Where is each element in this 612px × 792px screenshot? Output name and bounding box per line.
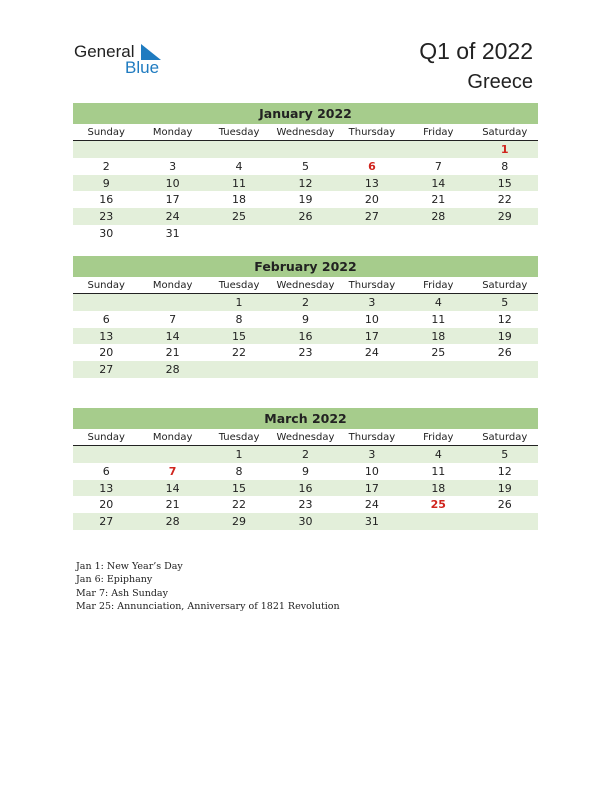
day-cell xyxy=(339,361,405,378)
day-cell: 19 xyxy=(298,193,313,207)
week-row xyxy=(73,344,538,361)
holiday-notes xyxy=(76,560,340,614)
day-cell: 4 xyxy=(434,448,442,461)
day-cell: 24 xyxy=(165,210,180,224)
day-cell: 10 xyxy=(165,176,180,190)
week-row xyxy=(73,294,538,311)
week-row xyxy=(73,361,538,378)
day-cell: 31 xyxy=(364,515,379,529)
weekday-header-row xyxy=(73,429,538,446)
day-cell: 28 xyxy=(165,363,180,377)
brand-name-blue: Blue xyxy=(125,58,160,77)
day-cell: 14 xyxy=(165,329,180,343)
week-row xyxy=(73,175,538,192)
day-cell: 15 xyxy=(232,329,247,343)
day-cell: 15 xyxy=(232,481,247,495)
day-cell: 16 xyxy=(99,193,114,207)
day-cell: 23 xyxy=(99,210,114,224)
weekday-label: Thursday xyxy=(348,432,396,443)
month-calendar xyxy=(73,103,538,242)
day-cell: 17 xyxy=(364,329,379,343)
day-cell: 20 xyxy=(99,346,114,360)
holiday-day-cell: 7 xyxy=(168,464,177,478)
month-title: March 2022 xyxy=(73,408,538,429)
weekday-label: Saturday xyxy=(482,280,528,291)
day-cell: 13 xyxy=(364,176,379,190)
day-cell: 18 xyxy=(431,329,446,343)
day-cell: 10 xyxy=(364,464,379,478)
day-cell xyxy=(206,225,272,242)
day-cell: 5 xyxy=(301,159,309,173)
day-cell xyxy=(139,294,205,311)
day-cell: 17 xyxy=(364,481,379,495)
day-cell: 9 xyxy=(102,176,110,190)
day-cell: 14 xyxy=(431,176,446,190)
day-cell: 26 xyxy=(298,210,313,224)
day-cell: 12 xyxy=(497,464,512,478)
day-cell: 13 xyxy=(99,329,114,343)
week-row xyxy=(73,496,538,513)
day-cell: 5 xyxy=(501,296,509,309)
day-cell: 2 xyxy=(301,296,309,309)
day-cell: 19 xyxy=(497,481,512,495)
day-cell: 29 xyxy=(497,210,512,224)
day-cell: 26 xyxy=(497,498,512,512)
day-cell: 27 xyxy=(99,363,114,377)
day-cell: 28 xyxy=(431,210,446,224)
day-cell: 30 xyxy=(298,515,313,529)
day-cell: 3 xyxy=(368,448,376,461)
weekday-label: Wednesday xyxy=(276,432,335,443)
weekday-label: Sunday xyxy=(87,280,125,291)
day-cell: 9 xyxy=(301,464,309,478)
day-cell: 6 xyxy=(102,312,110,326)
holiday-day-cell: 6 xyxy=(368,159,376,173)
day-cell: 12 xyxy=(298,176,313,190)
day-cell xyxy=(472,225,538,242)
week-row xyxy=(73,513,538,530)
month-calendar xyxy=(73,408,538,530)
day-cell: 5 xyxy=(501,448,509,461)
weekday-label: Friday xyxy=(423,432,454,443)
day-cell: 22 xyxy=(497,193,512,207)
day-cell xyxy=(405,361,471,378)
day-cell xyxy=(73,141,139,158)
day-cell: 24 xyxy=(364,498,379,512)
weekday-label: Wednesday xyxy=(276,280,335,291)
day-cell: 28 xyxy=(165,515,180,529)
week-row xyxy=(73,208,538,225)
day-cell: 17 xyxy=(165,193,180,207)
day-cell xyxy=(339,141,405,158)
day-cell: 30 xyxy=(99,226,114,240)
day-cell: 4 xyxy=(235,159,243,173)
day-cell xyxy=(472,513,538,530)
day-cell: 10 xyxy=(364,312,379,326)
day-cell: 27 xyxy=(364,210,379,224)
day-cell: 11 xyxy=(232,176,247,190)
day-cell xyxy=(472,361,538,378)
day-cell xyxy=(405,513,471,530)
weekday-header-row xyxy=(73,277,538,294)
day-cell: 27 xyxy=(99,515,114,529)
day-cell xyxy=(206,141,272,158)
holiday-day-cell: 1 xyxy=(500,143,509,156)
day-cell: 19 xyxy=(497,329,512,343)
day-cell xyxy=(73,446,139,463)
day-cell xyxy=(139,446,205,463)
day-cell: 1 xyxy=(235,448,243,461)
day-cell: 4 xyxy=(434,296,442,309)
day-cell: 25 xyxy=(431,346,446,360)
day-cell: 26 xyxy=(497,346,512,360)
day-cell xyxy=(272,141,338,158)
day-cell: 11 xyxy=(431,312,446,326)
day-cell: 20 xyxy=(99,498,114,512)
day-cell: 8 xyxy=(235,464,243,478)
day-cell xyxy=(405,225,471,242)
day-cell: 18 xyxy=(232,193,247,207)
day-cell: 21 xyxy=(165,346,180,360)
weekday-label: Wednesday xyxy=(276,127,335,138)
day-cell xyxy=(272,225,338,242)
weekday-label: Monday xyxy=(152,280,193,291)
day-cell xyxy=(139,141,205,158)
holiday-note: Mar 25: Annunciation, Anniversary of 1821 Revolution xyxy=(76,601,340,613)
day-cell: 22 xyxy=(232,498,247,512)
day-cell xyxy=(206,361,272,378)
day-cell: 12 xyxy=(497,312,512,326)
day-cell: 24 xyxy=(364,346,379,360)
week-row xyxy=(73,480,538,497)
day-cell: 20 xyxy=(364,193,379,207)
weekday-label: Tuesday xyxy=(218,432,260,443)
week-row xyxy=(73,446,538,463)
day-cell: 25 xyxy=(232,210,247,224)
weekday-label: Tuesday xyxy=(218,127,260,138)
page-title: Q1 of 2022 xyxy=(419,38,533,64)
month-title: February 2022 xyxy=(73,256,538,277)
country-name: Greece xyxy=(467,71,533,93)
day-cell: 14 xyxy=(165,481,180,495)
week-row xyxy=(73,463,538,480)
weekday-label: Sunday xyxy=(87,127,125,138)
day-cell: 16 xyxy=(298,481,313,495)
day-cell: 29 xyxy=(232,515,247,529)
day-cell: 31 xyxy=(165,226,180,240)
day-cell: 2 xyxy=(301,448,309,461)
week-row xyxy=(73,158,538,175)
weekday-label: Tuesday xyxy=(218,280,260,291)
weekday-label: Friday xyxy=(423,280,454,291)
day-cell: 6 xyxy=(102,464,110,478)
day-cell: 23 xyxy=(298,498,313,512)
day-cell: 21 xyxy=(165,498,180,512)
day-cell xyxy=(339,225,405,242)
weekday-header-row xyxy=(73,124,538,141)
day-cell: 18 xyxy=(431,481,446,495)
weekday-label: Saturday xyxy=(482,127,528,138)
day-cell: 2 xyxy=(102,159,110,173)
weekday-label: Monday xyxy=(152,127,193,138)
day-cell: 22 xyxy=(232,346,247,360)
weekday-label: Thursday xyxy=(348,280,396,291)
brand-logo xyxy=(74,42,174,76)
day-cell: 23 xyxy=(298,346,313,360)
week-row xyxy=(73,141,538,158)
weekday-label: Saturday xyxy=(482,432,528,443)
day-cell: 8 xyxy=(235,312,243,326)
week-row xyxy=(73,328,538,345)
holiday-note: Jan 6: Epiphany xyxy=(76,574,153,586)
weekday-label: Sunday xyxy=(87,432,125,443)
day-cell xyxy=(405,141,471,158)
day-cell: 3 xyxy=(368,296,376,309)
brand-name-general: General xyxy=(74,42,135,61)
day-cell: 1 xyxy=(235,296,243,309)
day-cell: 7 xyxy=(169,312,177,326)
weekday-label: Friday xyxy=(423,127,454,138)
day-cell: 13 xyxy=(99,481,114,495)
day-cell: 11 xyxy=(431,464,446,478)
holiday-day-cell: 25 xyxy=(430,498,446,512)
week-row xyxy=(73,191,538,208)
day-cell: 21 xyxy=(431,193,446,207)
day-cell xyxy=(272,361,338,378)
weekday-label: Thursday xyxy=(348,127,396,138)
day-cell: 15 xyxy=(497,176,512,190)
week-row xyxy=(73,225,538,242)
week-row xyxy=(73,311,538,328)
day-cell: 9 xyxy=(301,312,309,326)
month-calendar xyxy=(73,256,538,378)
holiday-note: Jan 1: New Year’s Day xyxy=(76,561,183,572)
day-cell: 16 xyxy=(298,329,313,343)
month-title: January 2022 xyxy=(73,103,538,124)
holiday-note: Mar 7: Ash Sunday xyxy=(76,587,168,599)
day-cell: 7 xyxy=(434,159,442,173)
day-cell xyxy=(73,294,139,311)
day-cell: 8 xyxy=(501,159,509,173)
weekday-label: Monday xyxy=(152,432,193,443)
day-cell: 3 xyxy=(169,159,177,173)
